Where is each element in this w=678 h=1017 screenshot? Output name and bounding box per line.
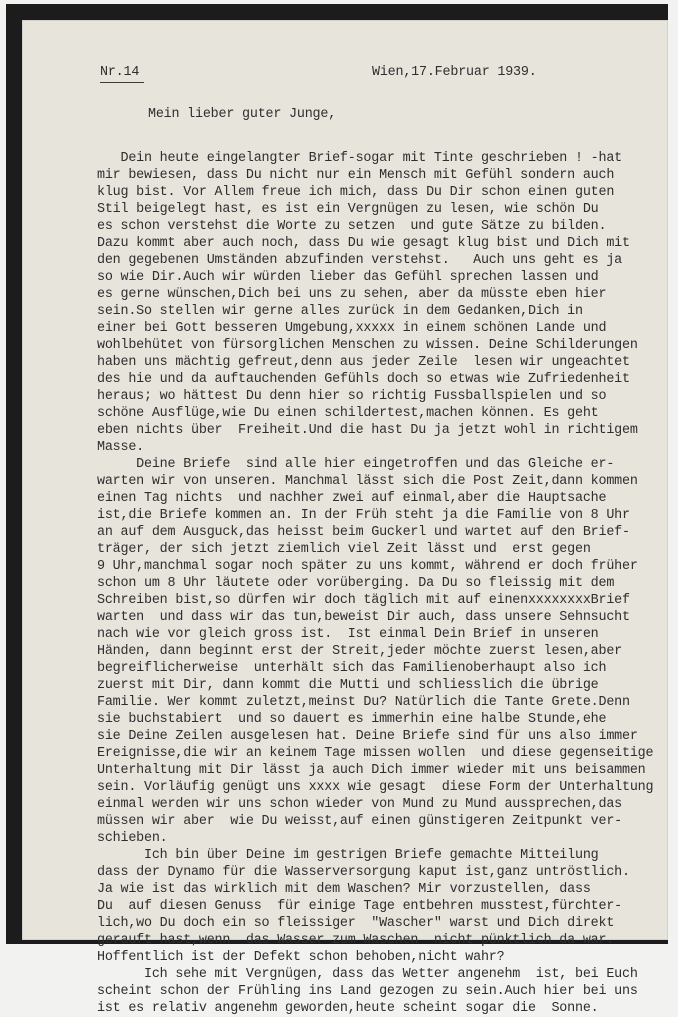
letter-line: müssen wir aber wie Du weisst,auf einen günstigeren Zeitpunkt ver- bbox=[97, 814, 622, 829]
letter-line: warten wir von unseren. Manchmal lässt sich die Post Zeit,dann kommen bbox=[97, 474, 638, 489]
letter-line: sie Deine Zeilen ausgelesen hat. Deine Briefe sind für uns also immer bbox=[97, 729, 638, 744]
letter-line: heraus; wo hättest Du denn hier so richtig Fussballspielen und so bbox=[97, 389, 607, 404]
letter-line: schieben. bbox=[97, 831, 168, 846]
letter-line: Ich bin über Deine im gestrigen Briefe gemachte Mitteilung bbox=[97, 848, 599, 863]
letter-line: einer bei Gott besseren Umgebung,xxxxx in einem schönen Lande und bbox=[97, 321, 607, 336]
letter-line: nach wie vor gleich gross ist. Ist einmal Dein Brief in unseren bbox=[97, 627, 599, 642]
letter-line: wohlbehütet von fürsorglichen Menschen zu wissen. Deine Schilderungen bbox=[97, 338, 638, 353]
letter-line: sein.So stellen wir gerne alles zurück in dem Gedanken,Dich in bbox=[97, 304, 583, 319]
letter-line: Ereignisse,die wir an keinem Tage missen wollen und diese gegenseitige bbox=[97, 746, 654, 761]
letter-line: Dein heute eingelangter Brief-sogar mit Tinte geschrieben ! -hat bbox=[97, 151, 622, 166]
letter-line: Familie. Wer kommt zuletzt,meinst Du? Natürlich die Tante Grete.Denn bbox=[97, 695, 630, 710]
letter-line: Stil beigelegt hast, es ist ein Vergnügen zu lesen, wie schön Du bbox=[97, 202, 599, 217]
letter-line: ist,die Briefe kommen an. In der Früh steht ja die Familie von 8 Uhr bbox=[97, 508, 630, 523]
letter-line: begreiflicherweise unterhält sich das Familienoberhaupt also ich bbox=[97, 661, 607, 676]
letter-line: Ich sehe mit Vergnügen, dass das Wetter angenehm ist, bei Euch bbox=[97, 967, 638, 982]
letter-line: gerauft hast,wenn das Wasser zum Waschen nicht pünktlich da war. bbox=[97, 933, 615, 948]
letter-line: warten und dass wir das tun,beweist Dir auch, dass unsere Sehnsucht bbox=[97, 610, 630, 625]
letter-line: mir bewiesen, dass Du nicht nur ein Mensch mit Gefühl sondern auch bbox=[97, 168, 615, 183]
letter-line: Dazu kommt aber auch noch, dass Du wie gesagt klug bist und Dich mit bbox=[97, 236, 630, 251]
letter-line: Unterhaltung mit Dir lässt ja auch Dich immer wieder mit uns beisammen bbox=[97, 763, 646, 778]
letter-line: Du auf diesen Genuss für einige Tage entbehren musstest,fürchter- bbox=[97, 899, 622, 914]
letter-line: träger, der sich jetzt ziemlich viel Zeit lässt und erst gegen bbox=[97, 542, 591, 557]
letter-line: sie buchstabiert und so dauert es immerhin eine halbe Stunde,ehe bbox=[97, 712, 607, 727]
letter-line: haben uns mächtig gefreut,denn aus jeder Zeile lesen wir ungeachtet bbox=[97, 355, 630, 370]
letter-line: den gegebenen Umständen abzufinden verstehst. Auch uns geht es ja bbox=[97, 253, 622, 268]
letter-line: es gerne wünschen,Dich bei uns zu sehen, aber da müsste eben hier bbox=[97, 287, 607, 302]
letter-line: Händen, dann beginnt erst der Streit,jeder möchte zuerst lesen,aber bbox=[97, 644, 622, 659]
letter-line: so wie Dir.Auch wir würden lieber das Gefühl sprechen lassen und bbox=[97, 270, 599, 285]
letter-line: zuerst mit Dir, dann kommt die Mutti und schliesslich die übrige bbox=[97, 678, 599, 693]
letter-line: Hoffentlich ist der Defekt schon behoben,nicht wahr? bbox=[97, 950, 505, 965]
salutation: Mein lieber guter Junge, bbox=[148, 107, 337, 122]
letter-number: Nr.14 bbox=[100, 65, 140, 80]
letter-line: eben nichts über Freiheit.Und die hast Du ja jetzt wohl in richtigem bbox=[97, 423, 638, 438]
letter-line: ist es relativ angenehm geworden,heute scheint sogar die Sonne. bbox=[97, 1001, 599, 1016]
letter-line: schöne Ausflüge,wie Du einen schildertest,machen können. Es geht bbox=[97, 406, 599, 421]
letter-line: es schon verstehst die Worte zu setzen und gute Sätze zu bilden. bbox=[97, 219, 607, 234]
letter-line: sein. Vorläufig genügt uns xxxx wie gesagt diese Form der Unterhaltung bbox=[97, 780, 654, 795]
letter-line: einmal werden wir uns schon wieder von Mund zu Mund aussprechen,das bbox=[97, 797, 622, 812]
letter-line: Masse. bbox=[97, 440, 145, 455]
letter-date: Wien,17.Februar 1939. bbox=[372, 65, 537, 80]
letter-line: einen Tag nichts und nachher zwei auf einmal,aber die Hauptsache bbox=[97, 491, 607, 506]
letter-line: scheint schon der Frühling ins Land gezogen zu sein.Auch hier bei uns bbox=[97, 984, 638, 999]
letter-line: schon um 8 Uhr läutete oder vorüberging. Da Du so fleissig mit dem bbox=[97, 576, 615, 591]
letter-line: lich,wo Du doch ein so fleissiger "Wascher" warst und Dich direkt bbox=[97, 916, 615, 931]
letter-body bbox=[97, 150, 653, 1017]
letter-line: Schreiben bist,so dürfen wir doch täglich mit auf einenxxxxxxxxBrief bbox=[97, 593, 630, 608]
letter-line: Deine Briefe sind alle hier eingetroffen und das Gleiche er- bbox=[97, 457, 615, 472]
letter-line: des hie und da auftauchenden Gefühls doch so etwas wie Zufriedenheit bbox=[97, 372, 630, 387]
letter-number-underline bbox=[100, 82, 144, 83]
letter-line: an auf dem Ausguck,das heisst beim Guckerl und wartet auf den Brief- bbox=[97, 525, 630, 540]
letter-line: Ja wie ist das wirklich mit dem Waschen? Mir vorzustellen, dass bbox=[97, 882, 591, 897]
letter-line: klug bist. Vor Allem freue ich mich, dass Du Dir schon einen guten bbox=[97, 185, 615, 200]
letter-line: 9 Uhr,manchmal sogar noch später zu uns kommt, während er doch früher bbox=[97, 559, 638, 574]
letter-line: dass der Dynamo für die Wasserversorgung kaput ist,ganz untröstlich. bbox=[97, 865, 630, 880]
